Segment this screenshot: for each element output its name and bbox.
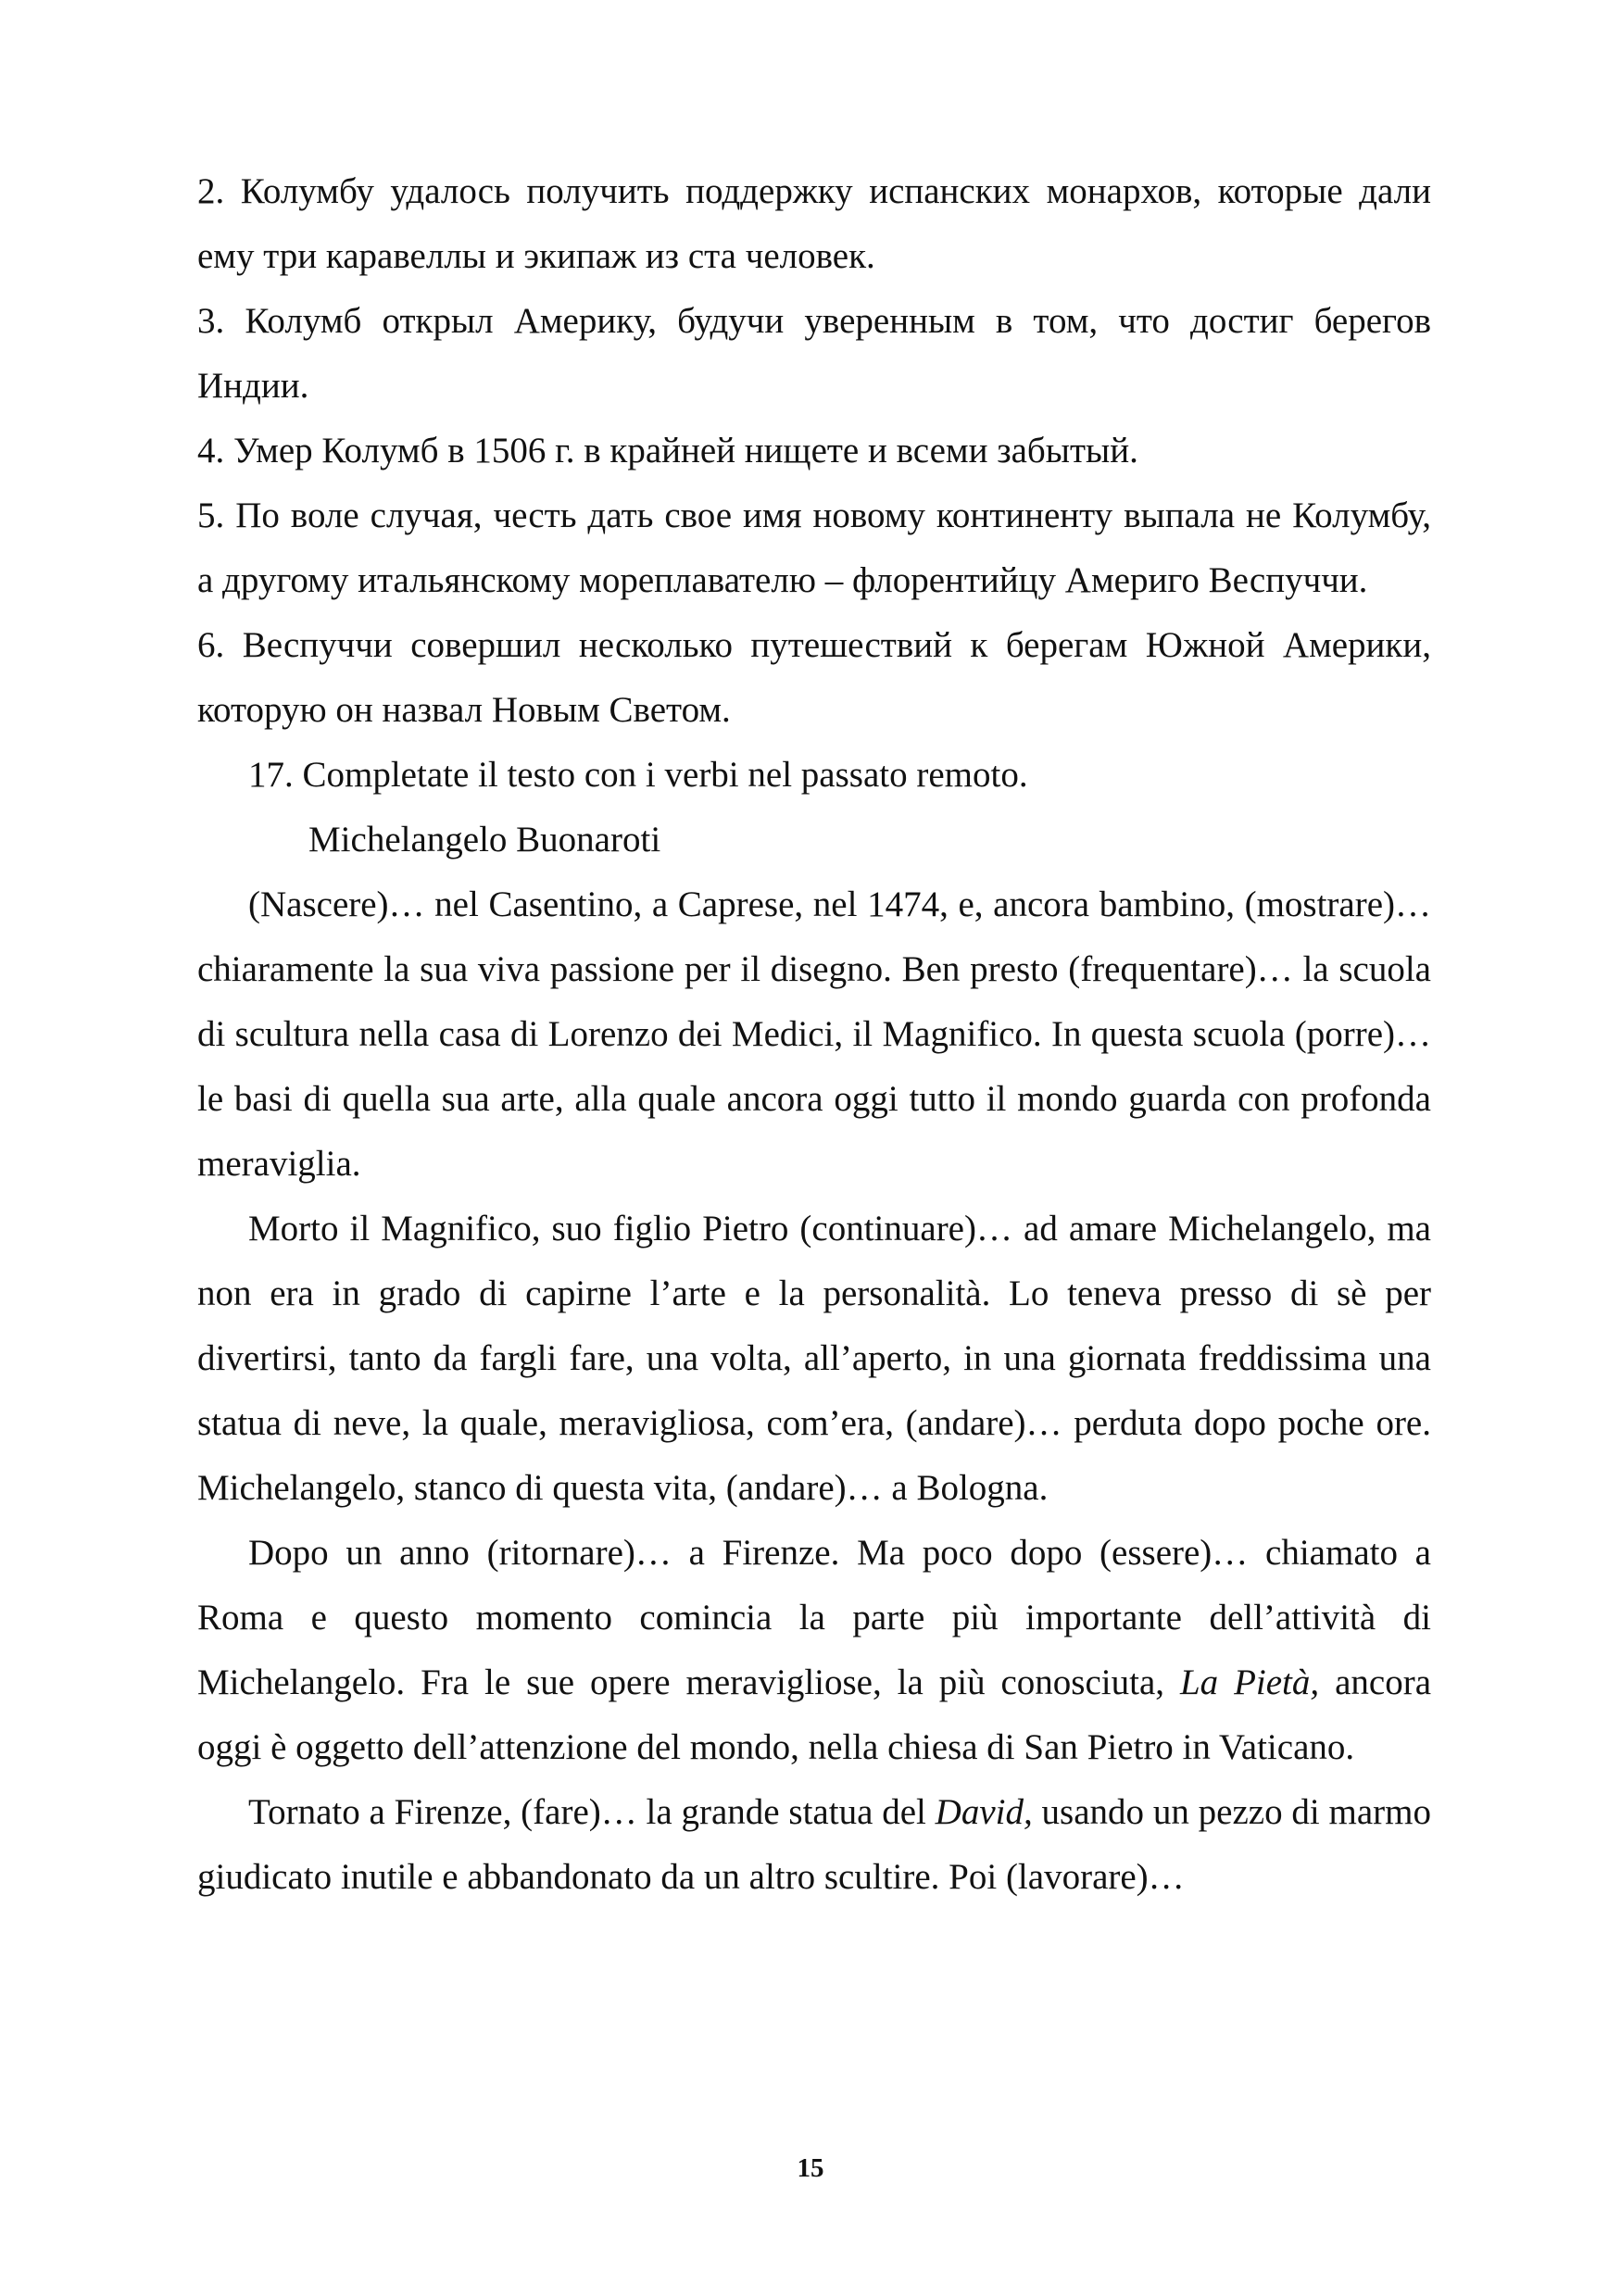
page-number: 15 <box>797 2153 824 2183</box>
paragraph-3-artwork-title: La Pietà, <box>1179 1662 1320 1702</box>
paragraph-2: Morto il Magnifico, suo figlio Pietro (continuare)… ad amare Michelangelo, ma non era in grado di capirne l’arte e la personalità. Lo teneva presso di sè per divertirsi, tanto da fargli fare, una volta, all’aperto, in una giornata freddissima una statua di neve, la quale, meravigliosa, com’era, (andare)… perduta dopo poche ore. Michelangelo, stanco di questa vita, (andare)… a Bologna. <box>197 1209 1431 1508</box>
list-item-6: 6. Веспуччи совершил несколько путешествий к берегам Южной Америки, которую он назвал Новым Светом. <box>197 625 1431 730</box>
paragraph-4 <box>197 1780 1431 1910</box>
page-content <box>197 159 1431 1910</box>
paragraph-4-text-a: Tornato a Firenze, (fare)… la grande statua del <box>248 1792 936 1832</box>
paragraph-3-text-a: Dopo un anno (ritornare)… a Firenze. Ma poco dopo (essere)… chiamato a Roma e questo momento comincia la parte più importante dell’attività di Michelangelo. Fra le sue opere meravigliose, la più conosciuta, <box>197 1533 1431 1702</box>
list-item-4: 4. Умер Колумб в 1506 г. в крайней нищете и всеми забытый. <box>197 431 1138 470</box>
paragraph-3-text-b: ancora oggi è oggetto dell’attenzione del mondo, nella chiesa di San Pietro in Vaticano. <box>197 1662 1432 1767</box>
exercise-instruction: 17. Completate il testo con i verbi nel passato remoto. <box>248 755 1028 795</box>
text-title: Michelangelo Buonaroti <box>308 820 661 859</box>
list-item-5: 5. По воле случая, честь дать свое имя новому континенту выпала не Колумбу, а другому итальянскому мореплавателю – флорентийцу Америго Веспуччи. <box>197 496 1431 600</box>
list-item-2: 2. Колумбу удалось получить поддержку испанских монархов, которые дали ему три каравеллы и экипаж из ста человек. <box>197 171 1431 276</box>
paragraph-4-text-b: usando un pezzo di marmo giudicato inutile e abbandonato da un altro scultire. Poi (lavorare)… <box>197 1792 1431 1897</box>
paragraph-3 <box>197 1521 1431 1780</box>
paragraph-1: (Nascere)… nel Casentino, a Caprese, nel 1474, e, ancora bambino, (mostrare)… chiaramente la sua viva passione per il disegno. Ben presto (frequentare)… la scuola di scultura nella casa di Lorenzo dei Medici, il Magnifico. In questa scuola (porre)… le basi di quella sua arte, alla quale ancora oggi tutto il mondo guarda con profonda meraviglia. <box>197 885 1431 1184</box>
paragraph-4-artwork-title: David, <box>935 1792 1033 1832</box>
list-item-3: 3. Колумб открыл Америку, будучи уверенным в том, что достиг берегов Индии. <box>197 301 1431 406</box>
